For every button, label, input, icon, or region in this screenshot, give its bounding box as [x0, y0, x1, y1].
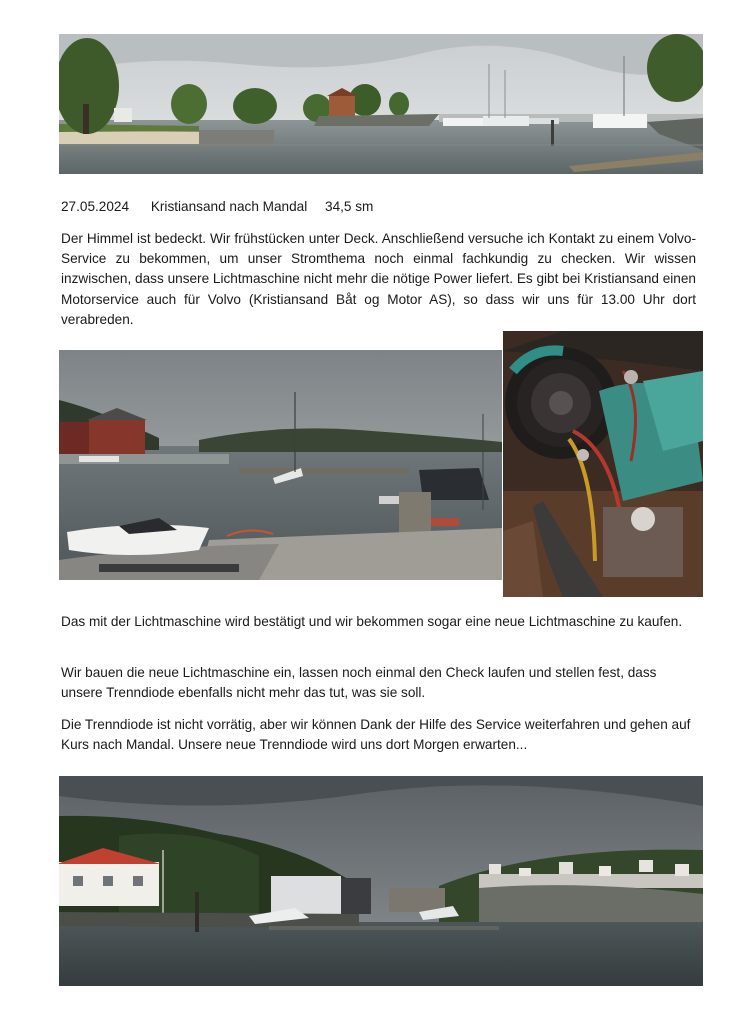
entry-date: 27.05.2024 [61, 199, 130, 214]
paragraph-morning: Der Himmel ist bedeckt. Wir frühstücken unter Deck. Anschließend versuche ich Kontakt zu einem Volvo-Service zu bekommen, um unser Stromthema noch einmal fachkundig zu checken. Wir wissen inzwischen, dass unsere Lichtmaschine nicht mehr die nötige Power liefert. Es gibt bei Kristiansand einen Motorservice auch für Volvo (Kristiansand Båt og Motor AS), so dass wir uns für 13.00 Uhr dort verabreden. [61, 231, 696, 327]
paragraph-alternator-confirmed: Das mit der Lichtmaschine wird bestätigt und wir bekommen sogar eine neue Lichtmaschine zu kaufen. [61, 614, 683, 629]
entry-route: Kristiansand nach Mandal [150, 199, 308, 214]
photo-harbor-panorama [59, 34, 703, 174]
photo-alternator [503, 331, 703, 597]
photo-marina [59, 350, 502, 580]
alternator-image [503, 331, 703, 597]
paragraph-install: Wir bauen die neue Lichtmaschine ein, lassen noch einmal den Check laufen und stellen fest, dass unsere Trenndiode ebenfalls nicht mehr das tut, was sie soll. [61, 665, 657, 701]
paragraph-continue: Die Trenndiode ist nicht vorrätig, aber wir können Dank der Hilfe des Service weiterfahren und gehen auf Kurs nach Mandal. Unsere neue Trenndiode wird uns dort Morgen erwarten... [61, 717, 691, 753]
mandal-harbor-image [59, 776, 703, 986]
entry-header [61, 199, 701, 214]
harbor-panorama-image [59, 34, 703, 174]
entry-distance: 34,5 sm [325, 199, 374, 214]
marina-image [59, 350, 502, 580]
photo-mandal-harbor [59, 776, 703, 986]
